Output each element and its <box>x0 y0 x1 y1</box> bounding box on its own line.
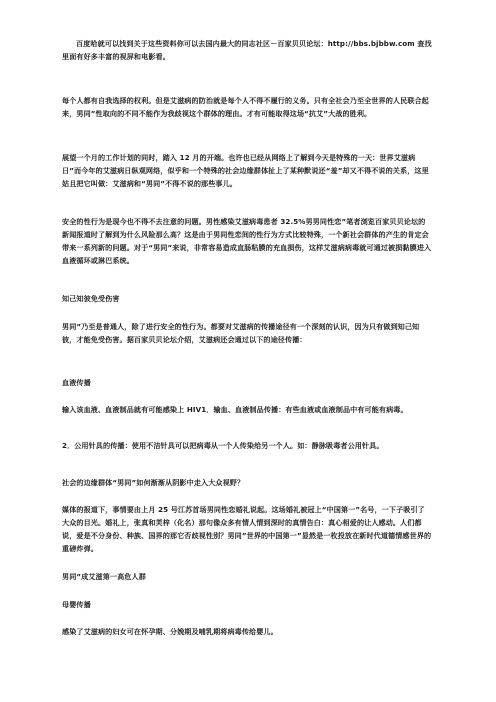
heading-know-yourself: 知己知彼免受伤害 <box>62 294 120 303</box>
paragraph-mother-to-child: 感染了艾滋病的妇女可在怀孕期、分娩期及哺乳期将病毒传给婴儿。 <box>62 627 278 636</box>
heading-blood-transmission: 血液传播 <box>62 378 91 387</box>
paragraph-transmission-intro: 男同”乃至是普通人，除了进行安全的性行为。都要对艾滋病的传播途径有一个深刻的认识，因为只有做到知己知彼，才能免受伤害。据百家贝贝论坛介绍，艾滋病还会通过以下的途径传播： <box>62 322 420 344</box>
intro-paragraph: 百度哈就可以找到关于这些资料你可以去国内最大的同志社区－百家贝贝论坛：http://bbs.bjbbw.com 查找里面有好多丰富的视屏和电影看。 <box>62 39 432 61</box>
paragraph-wedding-report: 媒体的报道下，事情要由上月 25 号江苏首场男同性恋婚礼说起。这场婚礼被冠上“中国第一”名号，一下子吸引了大众的目光。婚礼上，张真和芙梓（化名）那句像众多有情人情到深时的真情告白：真心相爱的让人感动。人们都说，爱是不分身份、种族、国界的那它否歧视性别？男同”世界的中国第一”显然是一枚投放在新时代道德情感世界的重磅炸弹。 <box>62 505 432 553</box>
heading-marginal-group: 社会的边缘群体“男同”如何渐渐从阴影中走入大众视野？ <box>62 478 245 487</box>
paragraph-aids-day: 展望一个月的工作计划的同时，踏入 12 月的开端。也许也已经从网络上了解到今天是特殊的一天：世界艾滋病日”而今年的艾滋病日纵观网络，似乎和一个特殊的社会边缘群体扯上了某种默说还“羞”却又不得不说的关系，这里姑且把它叫做：艾滋病和“男同”不得不说的那些事儿。 <box>62 153 429 188</box>
heading-mother-to-child: 母婴传播 <box>62 600 91 609</box>
paragraph-blood-products: 输入该血液、血液制品就有可能感染上 HIV1．输血、血液制品传播：有些血液或血液制品中有可能有病毒。 <box>62 405 408 414</box>
paragraph-rights: 每个人都有自我选择的权利。但是艾滋病的防治就是每个人不得不履行的义务。只有全社会乃至全世界的人民联合起来，男同”性取向的不同不能作为我歧视这个群体的理由。才有可能取得这场“抗艾”大战的胜利。 <box>62 96 429 118</box>
paragraph-safe-sex: 安全的性行为是现今也不得不去注意的问题。男性感染艾滋病毒患者 32.5%男男同性恋”笔者浏览百家贝贝论坛的新闻报道时了解到为什么风险那么高？这是由于男同性恋间的性行为方式比较特殊，一个新社会群体的产生的肯定会带来一系列新的问题。对于“男同”来说，非常容易造成直肠粘膜的充血损伤，这样艾滋病病毒就可通过被损黏膜进入血液循环或淋巴系统。 <box>62 217 432 265</box>
heading-high-risk-group: 男同”成艾滋第一高危人群 <box>62 572 146 581</box>
paragraph-shared-needles: 2．公用针具的传播：使用不洁针具可以把病毒从一个人传染给另一个人。如：静脉吸毒者公用针具。 <box>62 441 384 450</box>
